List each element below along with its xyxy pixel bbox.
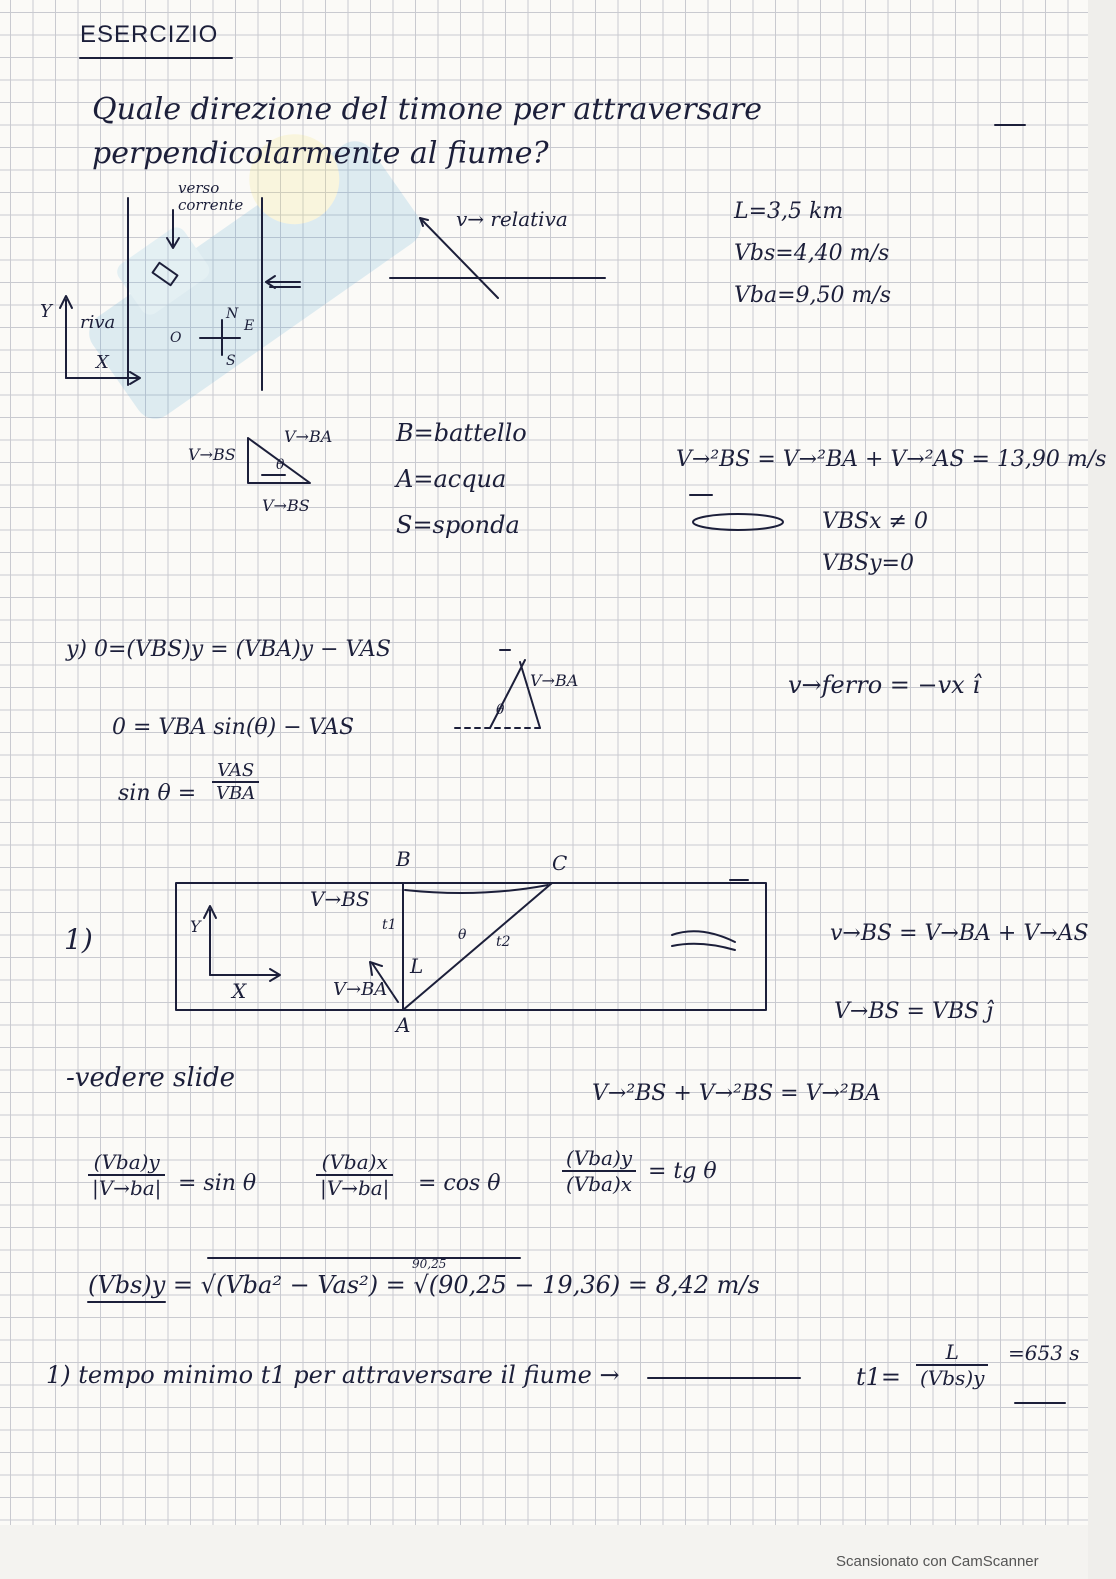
final-text: 1) tempo minimo t1 per attraversare il fiume →	[46, 1361, 620, 1389]
scanner-footer: Scansionato con CamScanner	[836, 1553, 1039, 1570]
sin-rhs: = sin θ	[178, 1171, 257, 1196]
river-rectangle	[176, 883, 766, 1010]
diagram-y: Y	[190, 917, 201, 936]
flow-squiggle	[672, 931, 735, 950]
axis-y-label: Y	[40, 301, 52, 322]
diagram-vba: V→BA	[333, 979, 388, 1000]
riva-label: riva	[80, 312, 116, 333]
pythagoras-equation: V→²BS + V→²BS = V→²BA	[592, 1081, 881, 1106]
diagram-t2: t2	[496, 934, 511, 950]
point-b: B	[396, 847, 411, 871]
compass-s: S	[226, 353, 236, 369]
calc-superscript: 90,25	[412, 1257, 447, 1271]
question-text: Quale direzione del timone per attraversare perpendicolarmente al fiume?	[92, 92, 762, 171]
vba-small-label: V→BA	[530, 671, 579, 690]
legend-sponda: S=sponda	[396, 511, 520, 539]
small-theta: θ	[496, 702, 505, 718]
diagram-l: L	[410, 954, 424, 978]
cos-fraction: (Vba)x |V→ba|	[316, 1150, 393, 1200]
brace-bc	[405, 885, 548, 893]
segment-ac	[403, 883, 552, 1010]
sin-theta-lhs: sin θ =	[118, 781, 197, 806]
vbs-x: VBSx ≠ 0	[822, 509, 928, 534]
legend-battello: B=battello	[396, 419, 527, 447]
sin-fraction: (Vba)y |V→ba|	[88, 1150, 165, 1200]
exercise-title: ESERCIZIO	[80, 21, 219, 48]
vbs-y: VBSy=0	[822, 551, 914, 576]
vector-sum-equation: V→²BS = V→²BA + V→²AS = 13,90 m/s	[676, 447, 1107, 472]
cos-rhs: = cos θ	[418, 1171, 501, 1196]
boat-icon	[153, 263, 178, 285]
axis-x-label: X	[96, 352, 109, 373]
compass-e: E	[244, 318, 255, 334]
triangle-vba: V→BA	[284, 427, 333, 446]
compass-n: N	[226, 306, 239, 322]
current-label: verso corrente	[178, 179, 244, 214]
point-c: C	[552, 851, 568, 875]
given-vba: Vba=9,50 m/s	[734, 283, 892, 308]
given-vbs: Vbs=4,40 m/s	[734, 241, 890, 266]
legend-acqua: A=acqua	[396, 465, 507, 493]
triangle-vbs-bottom: V→BS	[262, 496, 310, 515]
compass-o: O	[170, 330, 182, 346]
point-a: A	[396, 1013, 411, 1037]
final-result: =653 s	[1008, 1341, 1080, 1365]
component-eq-line2: 0 = VBA sin(θ) − VAS	[112, 715, 355, 740]
tg-fraction: (Vba)y (Vba)x	[562, 1146, 636, 1196]
component-eq-line1: y) 0=(VBS)y = (VBA)y − VAS	[66, 637, 391, 662]
tg-rhs: = tg θ	[648, 1159, 717, 1184]
calc-line: (Vbs)y = √(Vba² − Vas²) = √(90,25 − 19,36) = 8,42 m/s	[88, 1271, 760, 1299]
final-t1: t1=	[856, 1363, 902, 1391]
diagram-t1: t1	[382, 917, 397, 933]
triangle-theta: θ	[276, 457, 285, 473]
given-length: L=3,5 km	[734, 199, 844, 224]
sin-theta-fraction: VAS VBA	[212, 760, 259, 804]
vbs-sum-right: v→BS = V→BA + V→AS	[830, 921, 1089, 946]
vedere-slide: -vedere slide	[66, 1063, 235, 1093]
triangle-vbs-left: V→BS	[188, 445, 236, 464]
vbs-direction: V→BS = VBS ĵ	[834, 999, 993, 1024]
boat-scribble	[693, 514, 783, 530]
diagram-x: X	[232, 979, 247, 1003]
final-fraction: L (Vbs)y	[916, 1340, 988, 1390]
diagram-theta: θ	[458, 927, 467, 943]
v-ferro: v→ferro = −vx î	[788, 671, 981, 699]
diagram-vbs: V→BS	[310, 887, 370, 911]
relative-velocity-label: v→ relativa	[456, 207, 568, 231]
diagram-number: 1)	[64, 923, 93, 956]
